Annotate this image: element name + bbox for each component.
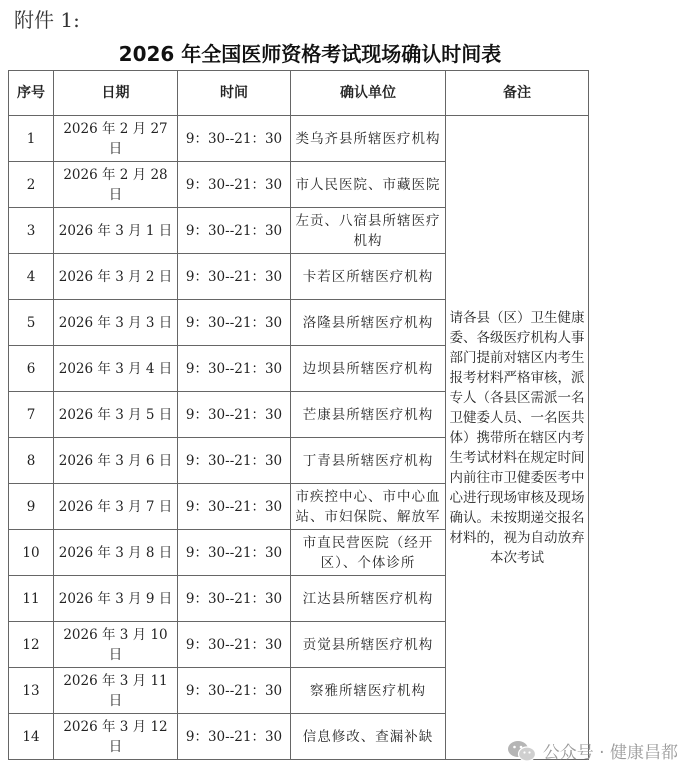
- row-unit: 市疾控中心、市中心血站、市妇保院、解放军: [291, 484, 446, 530]
- wechat-icon: [507, 739, 537, 763]
- row-date: 2026 年 3 月 9 日: [54, 576, 178, 622]
- row-date: 2026 年 3 月 8 日: [54, 530, 178, 576]
- row-number: 4: [9, 254, 54, 300]
- row-unit: 察雅所辖医疗机构: [291, 668, 446, 714]
- row-date: 2026 年 2 月 28 日: [54, 162, 178, 208]
- table-header-row: [9, 71, 589, 116]
- row-time: 9：30--21：30: [178, 668, 291, 714]
- row-date: 2026 年 3 月 3 日: [54, 300, 178, 346]
- header-note: 备注: [446, 71, 589, 116]
- header-unit: 确认单位: [291, 71, 446, 116]
- row-number: 9: [9, 484, 54, 530]
- row-date: 2026 年 3 月 7 日: [54, 484, 178, 530]
- row-date: 2026 年 3 月 10 日: [54, 622, 178, 668]
- row-number: 8: [9, 438, 54, 484]
- row-number: 13: [9, 668, 54, 714]
- row-time: 9：30--21：30: [178, 484, 291, 530]
- row-time: 9：30--21：30: [178, 392, 291, 438]
- row-date: 2026 年 3 月 11 日: [54, 668, 178, 714]
- row-date: 2026 年 3 月 1 日: [54, 208, 178, 254]
- row-unit: 贡觉县所辖医疗机构: [291, 622, 446, 668]
- row-date: 2026 年 3 月 5 日: [54, 392, 178, 438]
- row-number: 2: [9, 162, 54, 208]
- row-number: 14: [9, 714, 54, 760]
- header-time: 时间: [178, 71, 291, 116]
- row-time: 9：30--21：30: [178, 208, 291, 254]
- row-unit: 左贡、八宿县所辖医疗机构: [291, 208, 446, 254]
- row-unit: 江达县所辖医疗机构: [291, 576, 446, 622]
- row-number: 5: [9, 300, 54, 346]
- row-time: 9：30--21：30: [178, 254, 291, 300]
- row-time: 9：30--21：30: [178, 438, 291, 484]
- row-unit: 边坝县所辖医疗机构: [291, 346, 446, 392]
- row-number: 11: [9, 576, 54, 622]
- row-number: 6: [9, 346, 54, 392]
- row-time: 9：30--21：30: [178, 300, 291, 346]
- row-time: 9：30--21：30: [178, 530, 291, 576]
- row-time: 9：30--21：30: [178, 346, 291, 392]
- row-number: 7: [9, 392, 54, 438]
- row-unit: 信息修改、查漏补缺: [291, 714, 446, 760]
- row-unit: 芒康县所辖医疗机构: [291, 392, 446, 438]
- header-no: 序号: [9, 71, 54, 116]
- row-time: 9：30--21：30: [178, 576, 291, 622]
- row-date: 2026 年 3 月 2 日: [54, 254, 178, 300]
- watermark: [507, 738, 678, 763]
- row-time: 9：30--21：30: [178, 622, 291, 668]
- schedule-table: [8, 70, 589, 760]
- row-time: 9：30--21：30: [178, 714, 291, 760]
- attachment-label: 附件 1:: [14, 8, 80, 32]
- row-number: 10: [9, 530, 54, 576]
- note-cell: 请各县（区）卫生健康委、各级医疗机构人事部门提前对辖区内考生报考材料严格审核，派专人（各县区需派一名卫健委人员、一名医共体）携带所在辖区内考生考试材料在规定时间内前往市卫健委医考中心进行现场审核及现场确认。未按期递交报名材料的，视为自动放弃本次考试: [446, 116, 589, 760]
- row-date: 2026 年 3 月 12 日: [54, 714, 178, 760]
- row-number: 3: [9, 208, 54, 254]
- watermark-text: 公众号 · 健康昌都: [542, 743, 678, 763]
- row-number: 12: [9, 622, 54, 668]
- row-unit: 市直民营医院（经开区）、个体诊所: [291, 530, 446, 576]
- table-row: [9, 116, 589, 162]
- row-date: 2026 年 3 月 6 日: [54, 438, 178, 484]
- row-date: 2026 年 2 月 27 日: [54, 116, 178, 162]
- header-date: 日期: [54, 71, 178, 116]
- row-unit: 市人民医院、市藏医院: [291, 162, 446, 208]
- row-unit: 洛隆县所辖医疗机构: [291, 300, 446, 346]
- row-number: 1: [9, 116, 54, 162]
- row-unit: 丁青县所辖医疗机构: [291, 438, 446, 484]
- row-unit: 卡若区所辖医疗机构: [291, 254, 446, 300]
- document-title: 2026 年全国医师资格考试现场确认时间表: [118, 42, 502, 66]
- row-time: 9：30--21：30: [178, 116, 291, 162]
- row-time: 9：30--21：30: [178, 162, 291, 208]
- row-date: 2026 年 3 月 4 日: [54, 346, 178, 392]
- row-unit: 类乌齐县所辖医疗机构: [291, 116, 446, 162]
